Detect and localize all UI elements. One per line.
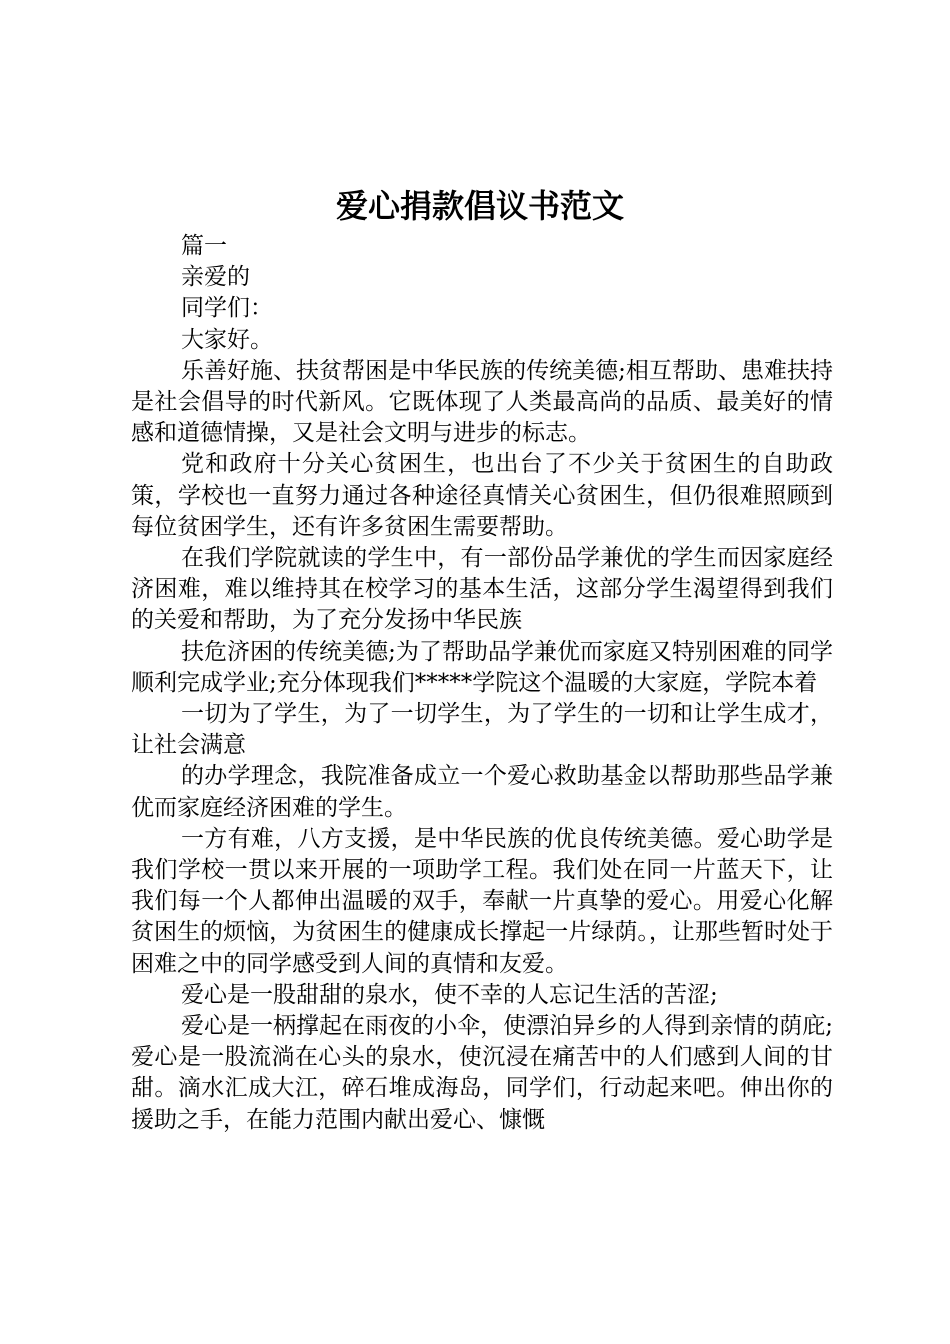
paragraph-body: 在我们学院就读的学生中，有一部份品学兼优的学生而因家庭经济困难，难以维持其在校学习的基本生活，这部分学生渴望得到我们的关爱和帮助，为了充分发扬中华民族 (131, 545, 833, 634)
paragraph-greeting: 大家好。 (181, 326, 273, 353)
paragraph-body: 扶危济困的传统美德;为了帮助品学兼优而家庭又特别困难的同学顺利完成学业;充分体现我们*****学院这个温暖的大家庭，学院本着 (131, 638, 833, 696)
paragraph-salutation-1: 亲爱的 (181, 264, 250, 291)
paragraph-salutation-2: 同学们： (181, 295, 273, 322)
paragraph-body: 党和政府十分关心贫困生，也出台了不少关于贫困生的自助政策，学校也一直努力通过各种途径真情关心贫困生，但仍很难照顾到每位贫困学生，还有许多贫困生需要帮助。 (131, 451, 833, 540)
paragraph-body: 一方有难，八方支援，是中华民族的优良传统美德。爱心助学是我们学校一贯以来开展的一项助学工程。我们处在同一片蓝天下，让我们每一个人都伸出温暖的双手，奉献一片真挚的爱心。用爱心化解贫困生的烦恼，为贫困生的健康成长撑起一片绿荫。，让那些暂时处于困难之中的同学感受到人间的真情和友爱。 (131, 825, 833, 977)
paragraph-body: 一切为了学生，为了一切学生，为了学生的一切和让学生成才，让社会满意 (131, 701, 833, 759)
paragraph-body: 乐善好施、扶贫帮困是中华民族的传统美德;相互帮助、患难扶持是社会倡导的时代新风。它既体现了人类最高尚的品质、最美好的情感和道德情操，又是社会文明与进步的标志。 (131, 357, 833, 447)
paragraph-body: 爱心是一柄撑起在雨夜的小伞，使漂泊异乡的人得到亲情的荫庇;爱心是一股流淌在心头的泉水，使沉浸在痛苦中的人们感到人间的甘甜。滴水汇成大江，碎石堆成海岛，同学们，行动起来吧。伸出你的援助之手，在能力范围内献出爱心、慷慨 (131, 1013, 833, 1133)
paragraph-body: 爱心是一股甜甜的泉水，使不幸的人忘记生活的苦涩; (181, 981, 718, 1008)
document-body (131, 231, 833, 1136)
paragraph-section-label: 篇一 (181, 233, 227, 259)
document-title: 爱心捐款倡议书范文 (335, 187, 624, 225)
paragraph-body: 的办学理念，我院准备成立一个爱心救助基金以帮助那些品学兼优而家庭经济困难的学生。 (131, 763, 833, 821)
